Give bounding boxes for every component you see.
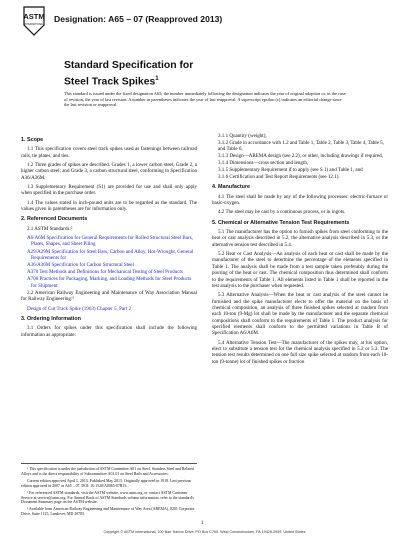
section-heading-manufacture: 4. Manufacture (212, 184, 251, 191)
copyright-footer: Copyright © ASTM International, 100 Barr Harbor Drive, PO Box C700, West Conshohocken, PA 19428-2959. United States (103, 530, 306, 534)
page-title (64, 60, 193, 88)
reference-link[interactable]: A370 Test Methods and Definitions for Mechanical Testing of Steel Products (27, 269, 183, 276)
para-5-1: 5.1 The manufacturer has the option to furnish spikes from steel conforming to the heat or cast analysis described in 5.2, the alternative analysis described in 5.3, or the alternative tension test described in 5.4. (212, 229, 388, 248)
para-1-1: 1.1 This specification covers steel track spikes used as fastenings between railroad rails, tie plates, and ties. (21, 146, 197, 159)
ordering-item: 3.1.6 Certification and Test Report Requirements (see 12.1). (218, 174, 340, 181)
section-heading-scope: 1. Scope (21, 137, 44, 143)
para-5-3: 5.3 Alternative Analysis—When the heat or cast analysis of the steel cannot be furnished and the spike manufacturer elects to offer the material on the basis of chemical composition, an analysis of three finished spikes selected at random from each 10-ton (9-Mg) lot shall be made by the manufacturer and the separate chemical compositions shall conform to the requirements of Table 1. The product analysis for specified elements shall conform to the permitted variations in Table B of Specification A6/A6M. (212, 292, 388, 337)
reference-link-arema[interactable]: Design of Cut Track Spike (1963) Chapter 5, Part 2 (27, 305, 132, 312)
reference-link[interactable]: A700 Practices for Packaging, Marking, and Loading Methods for Steel Products for Shipment (27, 276, 192, 289)
footnote: Current edition approved April 1, 2013. Published May 2013. Originally approved in 1918. Last previous edition approved in 2007 as A65 – 07. DOI: 10.1520/A0065-07R13. (21, 478, 192, 488)
section-heading-ordering-information: 3. Ordering Information (21, 315, 81, 322)
para-2-1: 2.1 ASTM Standards:² (27, 225, 73, 232)
reference-link[interactable]: A36/A36M Specification for Carbon Structural Steel (27, 262, 134, 269)
footnote: ² For referenced ASTM standards, visit the ASTM website, www.astm.org, or contact ASTM Customer Service at service@astm.org. For Annual Book of ASTM Standards volume information, refer to the standard's Document Summary page on the ASTM website. (21, 490, 194, 505)
title-line-1: Standard Specification for (64, 60, 194, 71)
left-column (21, 133, 197, 341)
svg-text:INTERNATIONAL: INTERNATIONAL (24, 23, 44, 26)
para-1-4: 1.4 The values stated in inch-pound units are to be regarded as the standard. The values given in parentheses are for information only. (21, 199, 197, 213)
ordering-item: 3.1.5 Supplementary Requirement if to apply (see S 1) and Table 1, and (218, 167, 363, 174)
para-1-2: 1.2 Three grades of spikes are described. Grades 1, a lower carbon steel, Grade 2, a higher carbon steel; and Grade 3, a carbon structural steel, conforming to Specification A36/A36M. (21, 162, 197, 181)
para-5-2: 5.2 Heat or Cast Analysis—An analysis of each heat or cast shall be made by the manufacturer of the steel to determine the percentage of the elements specified in Table 1. The analysis shall be made from a test sample taken preferably during the pouring of the heat or cast. The chemical composition thus determined shall conform to the requirements of Table 1. All elements listed in Table 1 shall be reported in the test analysis to the purchaser when requested. (212, 251, 388, 289)
designation: Designation: A65 – 07 (Reapproved 2013) (54, 14, 223, 24)
section-heading-chemical-requirements: 5. Chemical or Alternative Tension Test Requirements (212, 219, 350, 226)
page-number: 1 (201, 521, 204, 526)
para-3-1: 3.1 Orders for spikes under this specification shall include the following information as appropriate: (21, 325, 197, 338)
footnote: ³ Available from American Railway Engineering and Maintenance of Way Area (AREMA), 8201 Corporate Drive, Suite 1125, Landover, MD 20785. (21, 507, 195, 517)
reference-link[interactable]: A29/A29M Specification for Steel Bars, Carbon and Alloy, Hot-Wrought, General Requirements for (27, 248, 194, 261)
issuance-notice: This standard is issued under the fixed designation A65; the number immediately following the designation indicates the year of original adoption or, in the case of revision, the year of last revision. A number in parentheses indicates the year of last reapproval. A superscript epsilon (ε) indicates an editorial change since the last revision or reapproval. (64, 91, 346, 108)
svg-text:ASTM: ASTM (23, 12, 45, 21)
para-2-2: 2.2 American Railway Engineering and Maintenance of Way Association Manual for Railway Engineering:³ (21, 289, 197, 303)
ordering-item: 3.1.2 Grade in accordance with 1.2 and Table 1, Table 2, Table 3, Table 4, Table 5, and Table 6, (218, 139, 384, 153)
para-1-3: 1.3 Supplementary Requirement (S1) are provided for use and shall only apply when specified in the purchase order. (21, 184, 197, 197)
para-4-1: 4.1 The steel shall be made by any of the following processes: electric-furnace or basic-oxygen. (212, 193, 388, 207)
reference-link[interactable]: A6/A6M Specification for General Requirements for Rolled Structural Steel Bars, Plates, Shapes, and Sheet Piling (27, 235, 193, 248)
footnote: ¹ This specification is under the jurisdiction of ASTM Committee A01 on Steel, Stainless Steel and Related Alloys and is the direct responsibility of Subcommittee A01.01 on Steel Rails and Accessories. (21, 467, 194, 476)
footnotes (21, 463, 197, 519)
right-column (212, 133, 388, 368)
para-4-2: 4.2 The steel may be cast by a continuous process, or in ingots. (218, 209, 346, 216)
ordering-item: 3.1.4 Dimensions—cross section and length, (218, 160, 309, 167)
astm-logo-icon (21, 6, 47, 36)
title-footnote-mark: 1 (155, 75, 159, 82)
section-heading-referenced-documents: 2. Referenced Documents (21, 216, 88, 223)
title-line-2: Steel Track Spikes$^1$ (64, 75, 159, 87)
para-5-4: 5.4 Alternative Tension Test—The manufacturer of the spikes may, at his option, elect to substitute a tension test for the chemical analysis specified in 5.2 or 5.3. The tension test results determined on one full size spike selected at random from each 10-ton (9-tonne) lot of finished spikes or fraction (212, 339, 388, 365)
ordering-item: 3.1.1 Quantity (weight), (218, 133, 267, 139)
ordering-item: 3.1.3 Design—AREMA design (see 2.2), or other, including drawings if required, (218, 153, 383, 160)
